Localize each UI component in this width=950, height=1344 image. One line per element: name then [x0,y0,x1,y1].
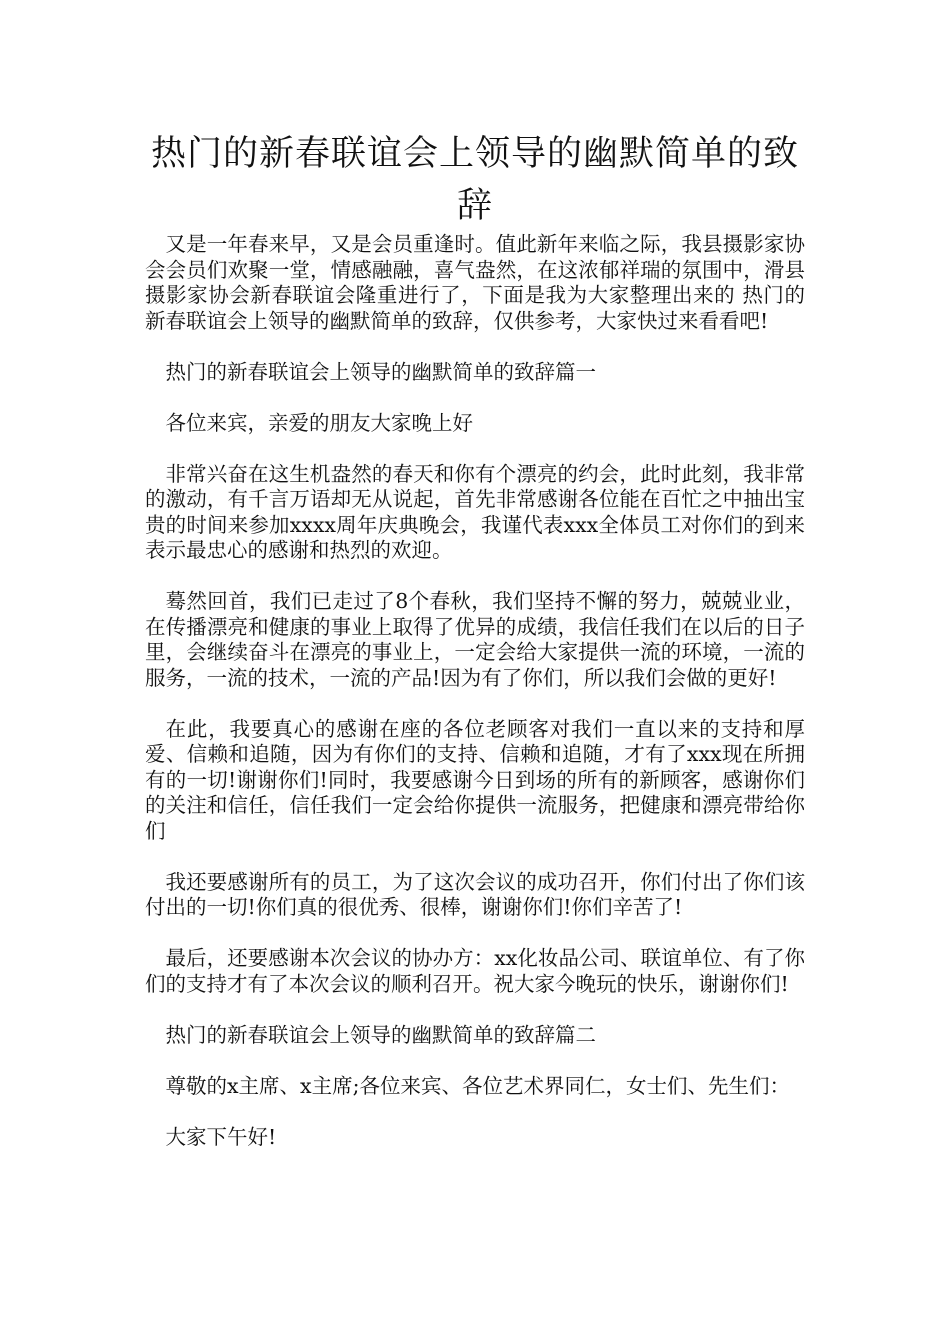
document-page [145,128,805,1150]
body-paragraph: 蓦然回首，我们已走过了8个春秋，我们坚持不懈的努力，兢兢业业，在传播漂亮和健康的事业上取得了优异的成绩，我信任我们在以后的日子里，会继续奋斗在漂亮的事业上，一定会给大家提供一流的环境，一流的服务，一流的技术，一流的产品!因为有了你们，所以我们会做的更好! [145,589,805,690]
intro-paragraph: 又是一年春来早，又是会员重逢时。值此新年来临之际，我县摄影家协会会员们欢聚一堂，情感融融，喜气盎然，在这浓郁祥瑞的氛围中，滑县摄影家协会新春联谊会隆重进行了，下面是我为大家整理出来的 热门的新春联谊会上领导的幽默简单的致辞，仅供参考，大家快过来看看吧! [145,232,805,333]
body-paragraph: 非常兴奋在这生机盎然的春天和你有个漂亮的约会，此时此刻，我非常的激动，有千言万语却无从说起，首先非常感谢各位能在百忙之中抽出宝贵的时间来参加xxxx周年庆典晚会，我谨代表xxx全体员工对你们的到来表示最忠心的感谢和热烈的欢迎。 [145,461,805,562]
greeting-paragraph: 各位来宾，亲爱的朋友大家晚上好 [165,410,473,435]
greeting-paragraph: 大家下午好! [165,1124,277,1149]
section-heading-two: 热门的新春联谊会上领导的幽默简单的致辞篇二 [165,1022,596,1047]
salutation-paragraph: 尊敬的x主席、x主席;各位来宾、各位艺术界同仁，女士们、先生们： [165,1073,791,1098]
body-paragraph: 我还要感谢所有的员工，为了这次会议的成功召开，你们付出了你们该付出的一切!你们真的很优秀、很棒，谢谢你们!你们辛苦了! [145,869,805,919]
document-title: 热门的新春联谊会上领导的幽默简单的致辞 [150,134,799,226]
body-paragraph: 最后，还要感谢本次会议的协办方：xx化妆品公司、联谊单位、有了你们的支持才有了本次会议的顺利召开。祝大家今晚玩的快乐，谢谢你们! [145,946,805,996]
section-heading-one: 热门的新春联谊会上领导的幽默简单的致辞篇一 [165,359,596,384]
body-paragraph: 在此，我要真心的感谢在座的各位老顾客对我们一直以来的支持和厚爱、信赖和追随，因为有你们的支持、信赖和追随，才有了xxx现在所拥有的一切!谢谢你们!同时，我要感谢今日到场的所有的新顾客，感谢你们的关注和信任，信任我们一定会给你提供一流服务，把健康和漂亮带给你们 [145,716,805,843]
